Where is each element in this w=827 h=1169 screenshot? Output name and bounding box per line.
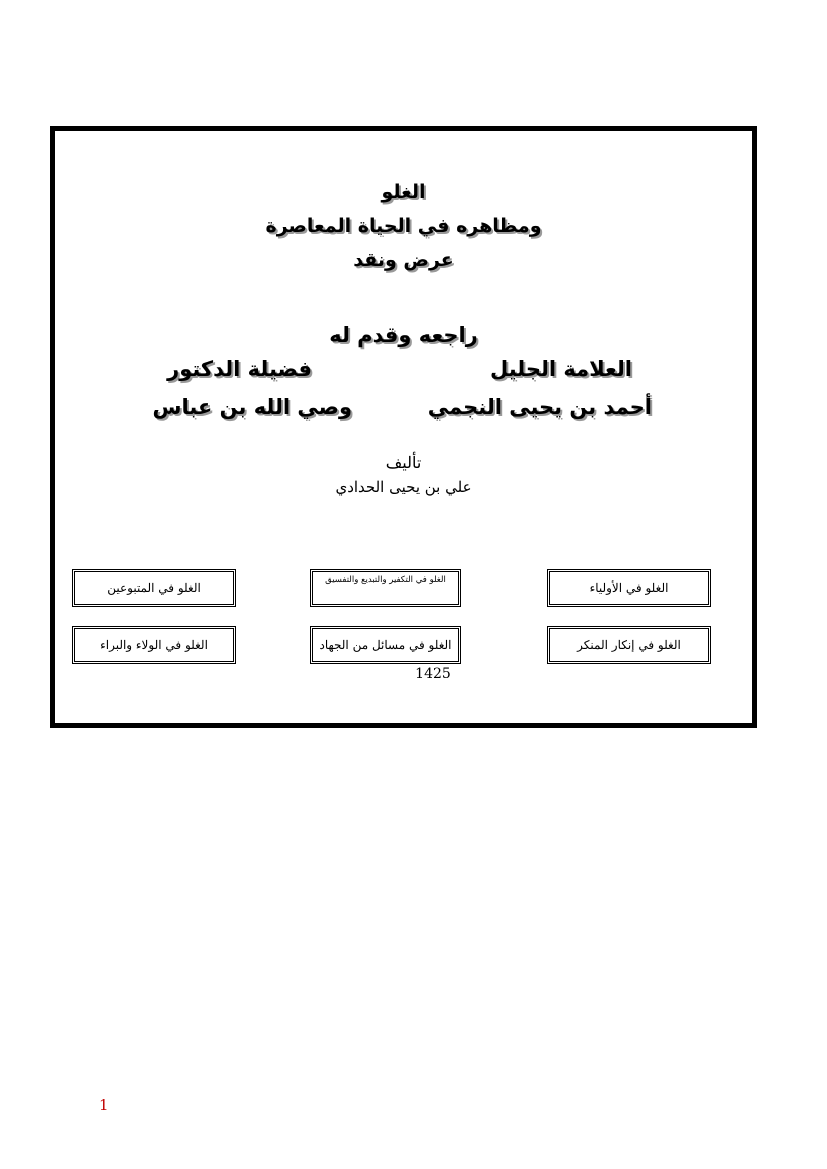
nav-button-awliya[interactable] [547,569,711,607]
nav-button-label: الغلو في إنكار المنكر [577,638,681,652]
authorship-label: تأليف [385,453,422,472]
nav-button-label: الغلو في الولاء والبراء [100,638,208,652]
reviewer-2-name: وصي الله بن عباس [152,395,352,419]
book-subtitle: ومظاهره في الحياة المعاصرة [265,215,542,237]
nav-button-label: الغلو في مسائل من الجهاد [319,638,452,652]
nav-button-label: الغلو في المتبوعين [107,581,201,595]
nav-button-label: الغلو في الأولياء [589,581,669,595]
nav-button-wala-bara[interactable] [72,626,236,664]
reviewed-heading: راجعه وقدم له [329,323,478,347]
nav-button-takfir[interactable] [310,569,461,607]
reviewer-1-name: أحمد بن يحيى النجمي [427,395,652,419]
book-subtitle-2: عرض ونقد [353,249,454,271]
publication-year: 1425 [415,666,451,682]
nav-button-jihad[interactable] [310,626,461,664]
nav-button-label: الغلو في التكفير والتبديع والتفسيق [325,575,446,585]
title-frame [50,126,757,728]
nav-button-inkar-munkar[interactable] [547,626,711,664]
reviewer-1-title: العلامة الجليل [489,357,632,381]
book-title: الغلو [381,181,426,203]
reviewer-2-title: فضيلة الدكتور [167,357,312,381]
author-name: علي بن يحيى الحدادي [335,478,472,496]
page-number: 1 [99,1096,109,1114]
nav-button-matbuin[interactable] [72,569,236,607]
